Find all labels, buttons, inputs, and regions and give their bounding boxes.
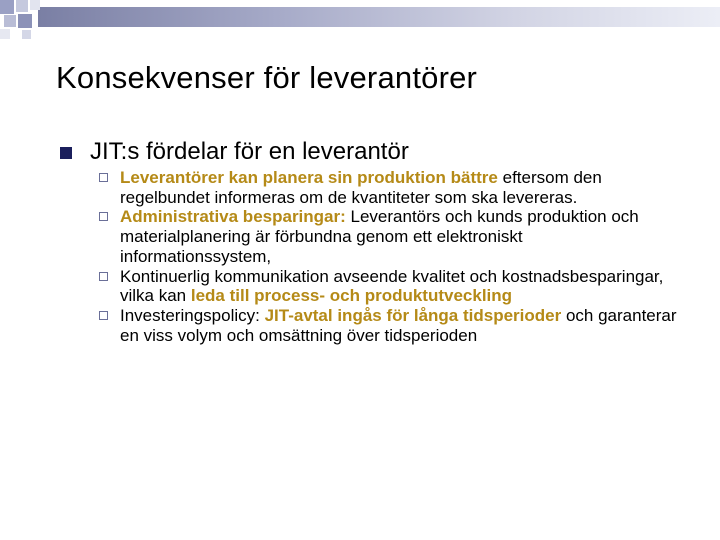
decor-square	[0, 29, 10, 39]
square-bullet-icon	[60, 147, 72, 159]
body-text: eftersom den regelbundet informeras om de kvantiteter som ska levereras.	[120, 168, 602, 207]
sub-bullet-list	[98, 168, 678, 345]
hollow-square-bullet-icon	[99, 311, 108, 320]
decor-square	[30, 0, 40, 10]
hollow-square-bullet-icon	[99, 173, 108, 182]
highlight-text: Administrativa besparingar:	[120, 207, 346, 227]
highlight-text: leda till process- och produktutveckling	[190, 286, 513, 306]
decor-square	[4, 15, 16, 27]
decor-square	[0, 0, 14, 14]
highlight-text: JIT-avtal ingås för långa tidsperioder	[264, 305, 562, 325]
decorative-header	[0, 0, 720, 40]
highlight-text: Leverantörer kan planera sin produktion bättre	[120, 168, 498, 187]
sub-bullet-item	[98, 168, 678, 207]
sub-bullet-item	[98, 306, 678, 345]
decor-square	[18, 14, 32, 28]
decor-square	[16, 0, 28, 12]
decor-square	[22, 30, 31, 39]
hollow-square-bullet-icon	[99, 212, 108, 221]
sub-bullet-item	[98, 207, 678, 266]
main-bullet-text: JIT:s fördelar för en leverantör	[90, 138, 409, 165]
hollow-square-bullet-icon	[99, 272, 108, 281]
slide-title: Konsekvenser för leverantörer	[56, 60, 478, 95]
body-text: Investeringspolicy:	[120, 305, 260, 325]
body-text: Kontinuerlig kommunikation avseende kvalitet och kostnadsbesparingar, vilka kan	[120, 266, 664, 306]
body-text: och garanterar en viss volym och omsättning över tidsperioden	[120, 305, 677, 345]
body-text: Leverantörs och kunds produktion och materialplanering är förbundna genom ett elektroniskt informationssystem,	[120, 207, 639, 266]
sub-bullet-item	[98, 267, 678, 306]
header-gradient-bar	[38, 7, 720, 27]
